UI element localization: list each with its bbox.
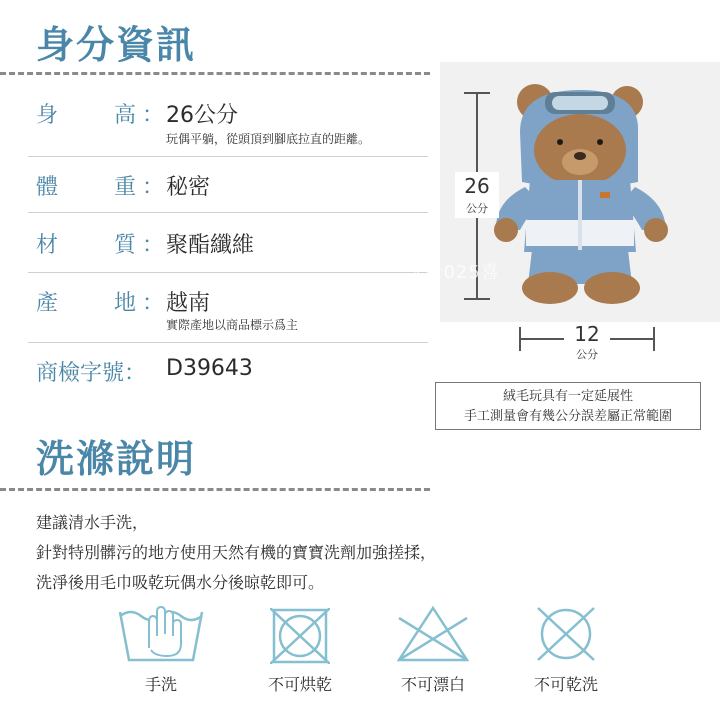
no-tumble-dry-label: 不可烘乾	[267, 675, 332, 694]
profile-divider	[0, 72, 430, 75]
row-separator	[28, 272, 428, 273]
height-measure-cap-bottom	[464, 298, 490, 300]
inspection-value: D39643	[166, 356, 253, 381]
hand-wash-label: 手洗	[144, 675, 177, 694]
stretch-notice: 絨毛玩具有一定延展性 手工測量會有幾公分誤差屬正常範圍	[435, 382, 701, 430]
no-dry-clean-icon	[534, 604, 598, 664]
row-separator	[28, 342, 428, 343]
width-measure-value: 12	[574, 322, 600, 346]
height-measure-cap-top	[464, 92, 490, 94]
hand-wash-icon	[117, 604, 205, 664]
width-measure-cap-left	[519, 327, 521, 351]
material-label: 材 質 ：	[36, 233, 165, 258]
weight-value: 秘密	[166, 175, 211, 200]
width-measure-cap-right	[653, 327, 655, 351]
profile-title: 身分資訊	[36, 23, 197, 67]
height-measure-unit: 公分	[466, 202, 488, 215]
washing-divider	[0, 488, 430, 491]
washing-line-2: 針對特別髒污的地方使用天然有機的寶寶洗劑加強搓揉，	[36, 543, 437, 562]
washing-line-3: 洗淨後用毛巾吸乾玩偶水分後晾乾即可。	[36, 573, 325, 592]
weight-label: 體 重 ：	[36, 175, 165, 200]
washing-line-1: 建議清水手洗，	[36, 513, 149, 532]
inspection-label: 商檢字號：	[36, 361, 147, 386]
origin-note: 實際產地以商品標示爲主	[166, 318, 299, 332]
watermark: ©2025喜	[412, 262, 500, 283]
row-separator	[28, 212, 428, 213]
no-bleach-label: 不可漂白	[400, 675, 465, 694]
origin-value: 越南	[166, 291, 211, 316]
height-measure-value: 26	[464, 174, 490, 198]
origin-label: 產 地 ：	[36, 291, 165, 316]
material-value: 聚酯纖維	[166, 233, 255, 258]
no-tumble-dry-icon	[270, 608, 330, 664]
height-value: 26公分	[166, 103, 238, 128]
no-bleach-icon	[393, 604, 473, 664]
row-separator	[28, 156, 428, 157]
height-note: 玩偶平躺，從頭頂到腳底拉直的距離。	[166, 132, 371, 146]
no-dry-clean-label: 不可乾洗	[533, 675, 598, 694]
height-label: 身 高 ：	[36, 103, 165, 128]
width-measure-unit: 公分	[576, 348, 598, 361]
washing-title: 洗滌說明	[36, 437, 197, 481]
